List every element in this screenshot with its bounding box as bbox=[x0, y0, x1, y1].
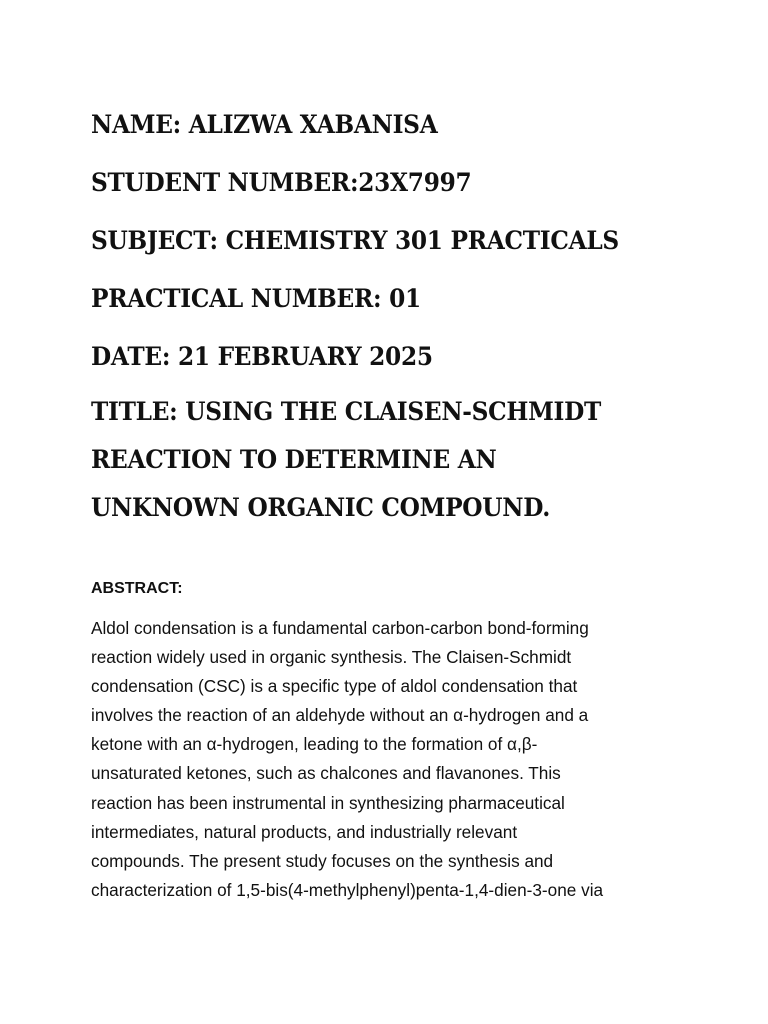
abstract-line: reaction widely used in organic synthesis. The Claisen-Schmidt bbox=[91, 647, 572, 668]
abstract-line: unsaturated ketones, such as chalcones and flavanones. This bbox=[91, 763, 561, 784]
abstract-line: characterization of 1,5-bis(4-methylphenyl)penta-1,4-dien-3-one via bbox=[91, 879, 604, 900]
abstract-heading: ABSTRACT: bbox=[91, 580, 183, 597]
document-page bbox=[91, 96, 691, 900]
report-title: TITLE: USING THE CLAISEN-SCHMIDT REACTION TO DETERMINE AN UNKNOWN ORGANIC COMPOUND. bbox=[91, 397, 602, 522]
abstract-line: intermediates, natural products, and industrially relevant bbox=[91, 821, 518, 842]
abstract-line: condensation (CSC) is a specific type of aldol condensation that bbox=[91, 676, 578, 697]
practical-number: PRACTICAL NUMBER: 01 bbox=[91, 284, 421, 313]
abstract-line: Aldol condensation is a fundamental carbon-carbon bond-forming bbox=[91, 618, 589, 638]
date: DATE: 21 FEBRUARY 2025 bbox=[91, 342, 433, 371]
subject: SUBJECT: CHEMISTRY 301 PRACTICALS bbox=[91, 226, 619, 255]
student-name: NAME: ALIZWA XABANISA bbox=[91, 110, 438, 139]
student-number: STUDENT NUMBER:23X7997 bbox=[91, 168, 472, 197]
abstract-line: involves the reaction of an aldehyde without an α-hydrogen and a bbox=[91, 705, 589, 726]
abstract-line: compounds. The present study focuses on the synthesis and bbox=[91, 850, 554, 871]
abstract-body bbox=[91, 614, 691, 905]
abstract-line: reaction has been instrumental in synthesizing pharmaceutical bbox=[91, 792, 565, 813]
abstract-line: ketone with an α-hydrogen, leading to the formation of α,β- bbox=[91, 734, 538, 755]
